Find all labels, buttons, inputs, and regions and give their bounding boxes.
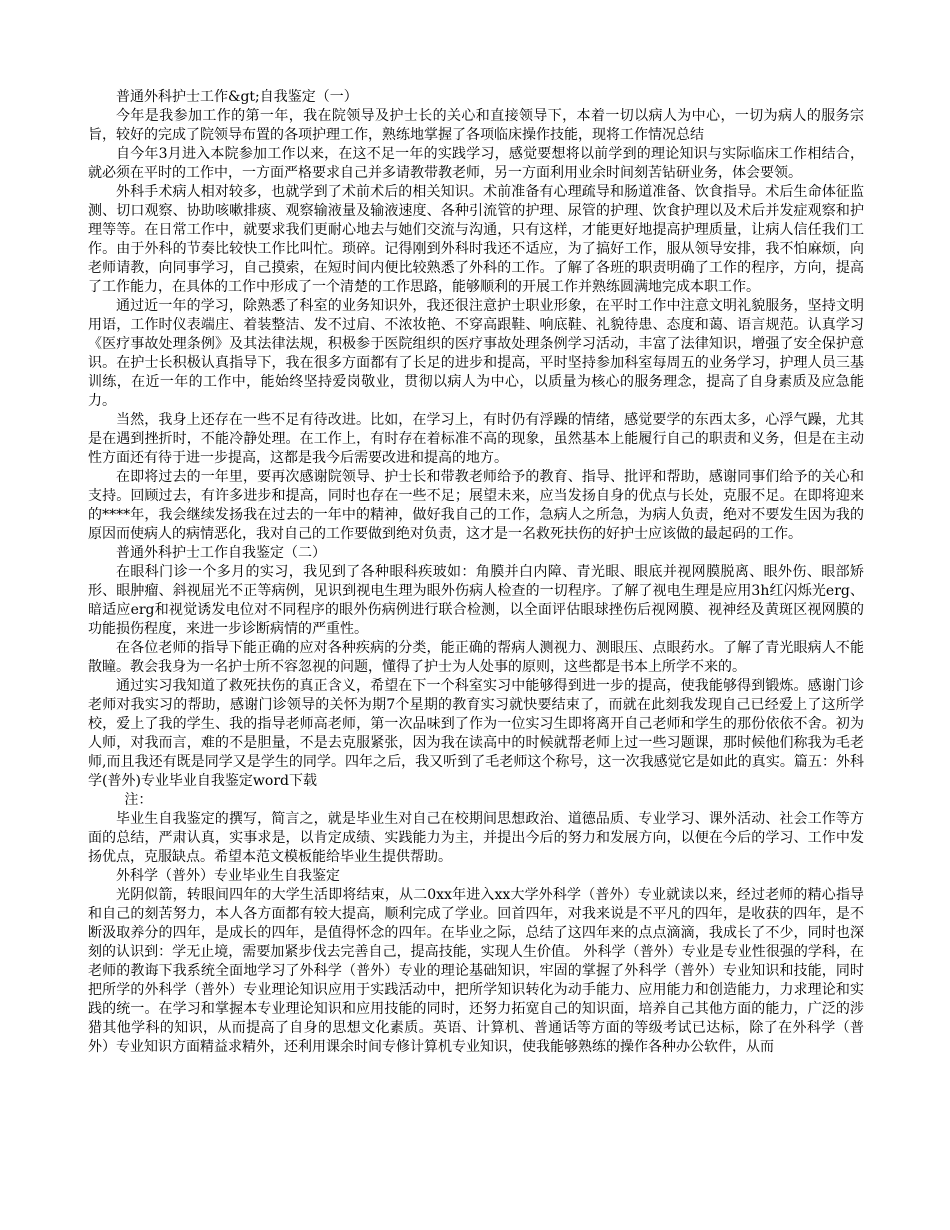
document-body: [88, 88, 864, 1057]
paragraph: 今年是我参加工作的第一年，我在院领导及护士长的关心和直接领导下，本着一切以病人为中心，一切为病人的服务宗旨，较好的完成了院领导布置的各项护理工作，熟练地掌握了各项临床操作技能，现将工作情况总结: [88, 108, 864, 143]
section-heading-3: 外科学（普外）专业毕业生自我鉴定: [116, 868, 340, 884]
note-label: 注：: [124, 792, 153, 808]
paragraph: 在各位老师的指导下能正确的应对各种疾病的分类，能正确的帮病人测视力、测眼压、点眼药水。了解了青光眼病人不能散瞳。教会我身为一名护士所不容忽视的问题，懂得了护士为人处事的原则，这些都是书本上所学不来的。: [88, 640, 864, 675]
paragraph: 当然，我身上还存在一些不足有待改进。比如，在学习上，有时仍有浮躁的情绪，感觉要学的东西太多，心浮气躁，尤其是在遇到挫折时，不能冷静处理。在工作上，有时存在着标准不高的现象，虽然基本上能履行自己的职责和义务，但是在主动性方面还有待于进一步提高，这都是我今后需要改进和提高的地方。: [88, 412, 864, 466]
section-heading-1: 普通外科护士工作&gt;自我鉴定（一）: [116, 89, 358, 105]
paragraph: 在即将过去的一年里，要再次感谢院领导、护士长和带教老师给予的教育、指导、批评和帮助，感谢同事们给予的关心和支持。回顾过去，有许多进步和提高，同时也存在一些不足；展望未来，应当发扬自身的优点与长处，克服不足。在即将迎来的****年，我会继续发扬我在过去的一年中的精神，做好我自己的工作，急病人之所急，为病人负责，绝对不要发生因为我的原因而使病人的病情恶化，我对自己的工作要做到绝对负责，这才是一名救死扶伤的好护士应该做的最起码的工作。: [88, 469, 864, 542]
paragraph: 通过实习我知道了救死扶伤的真正含义，希望在下一个科室实习中能够得到进一步的提高，使我能够得到锻炼。感谢门诊老师对我实习的帮助，感谢门诊领导的关怀为期7个星期的教育实习就快要结束了，而就在此刻我发现自己已经爱上了这所学校，爱上了我的学生、我的指导老师高老师，第一次品味到了作为一位实习生即将离开自己老师和学生的那份依依不舍。初为人师，对我而言，难的不是胆量，不是去克服紧张，因为我在读高中的时候就帮老师上过一些习题课，那时候他们称我为毛老师,而且我还有既是同学又是学生的同学。四年之后，我又听到了毛老师这个称号，这一次我感觉它是如此的真实。篇五：外科学(普外)专业毕业自我鉴定word下载: [88, 678, 864, 789]
paragraph: 光阴似箭，转眼间四年的大学生活即将结束，从二0xx年进入xx大学外科学（普外）专业就读以来，经过老师的精心指导和自己的刻苦努力，本人各方面都有较大提高，顺利完成了学业。回首四年，对我来说是不平凡的四年，是收获的四年，是不断汲取养分的四年，是成长的四年，是值得怀念的四年。在毕业之际，总结了这四年来的点点滴滴，我成长了不少，同时也深刻的认识到：学无止境，需要加紧步伐去完善自己，提高技能，实现人生价值。 外科学（普外）专业是专业性很强的学科，在老师的教诲下我系统全面地学习了外科学（普外）专业的理论基础知识，牢固的掌握了外科学（普外）专业知识和技能，同时把所学的外科学（普外）专业理论知识应用于实践活动中，把所学知识转化为动手能力、应用能力和创造能力，力求理论和实践的统一。在学习和掌握本专业理论知识和应用技能的同时，还努力拓宽自己的知识面，培养自己其他方面的能力，广泛的涉猎其他学科的知识，从而提高了自身的思想文化素质。英语、计算机、普通话等方面的等级考试已达标，除了在外科学（普外）专业知识方面精益求精外，还利用课余时间专修计算机专业知识，使我能够熟练的操作各种办公软件，从而: [88, 887, 864, 1055]
section-heading-2: 普通外科护士工作自我鉴定（二）: [116, 545, 326, 561]
paragraph: 在眼科门诊一个多月的实习，我见到了各种眼科疾玻如：角膜并白内障、青光眼、眼底并视网膜脱离、眼外伤、眼部矫形、眼肿瘤、斜视屈光不正等病例，见识到视电生理为眼外伤病人检查的一切程序。了解了视电生理是应用3h红闪烁光erg、暗适应erg和视觉诱发电位对不同程序的眼外伤病例进行联合检测，以全面评估眼球挫伤后视网膜、视神经及黄斑区视网膜的功能损伤程度，来进一步诊断病情的严重性。: [88, 564, 864, 637]
paragraph: 自今年3月进入本院参加工作以来，在这不足一年的实践学习，感觉要想将以前学到的理论知识与实际临床工作相结合，就必须在平时的工作中，一方面严格要求自己并多请教带教老师，另一方面利用业余时间刻苦钻研业务，体会要领。: [88, 146, 864, 181]
paragraph: 通过近一年的学习，除熟悉了科室的业务知识外，我还很注意护士职业形象，在平时工作中注意文明礼貌服务，坚持文明用语，工作时仪表端庄、着装整洁、发不过肩、不浓妆艳、不穿高跟鞋、响底鞋、礼貌待患、态度和蔼、语言规范。认真学习《医疗事故处理条例》及其法律法规，积极参于医院组织的医疗事故处理条例学习活动，丰富了法律知识，增强了安全保护意识。在护士长积极认真指导下，我在很多方面都有了长足的进步和提高，平时坚持参加科室每周五的业务学习，护理人员三基训练，在近一年的工作中，能始终坚持爱岗敬业，贯彻以病人为中心，以质量为核心的服务理念，提高了自身素质及应急能力。: [88, 298, 864, 409]
paragraph: 外科手术病人相对较多，也就学到了术前术后的相关知识。术前准备有心理疏导和肠道准备、饮食指导。术后生命体征监测、切口观察、协助咳嗽排痰、观察输液量及输液速度、各种引流管的护理、尿管的护理、饮食护理以及术后并发症观察和护理等等。在日常工作中，就要求我们更耐心地去与她们交流与沟通，只有这样，才能更好地提高护理质量，让病人信任我们工作。由于外科的节奏比较快工作比叫忙。琐碎。记得刚到外科时我还不适应，为了搞好工作，服从领导安排，我不怕麻烦，向老师请教，向同事学习，自己摸索，在短时间内便比较熟悉了外科的工作。了解了各班的职责明确了工作的程序，方向，提高了工作能力，在具体的工作中形成了一个清楚的工作思路，能够顺利的开展工作并熟练圆满地完成本职工作。: [88, 184, 864, 295]
paragraph: 毕业生自我鉴定的撰写，简言之，就是毕业生对自己在校期间思想政治、道德品质、专业学习、课外活动、社会工作等方面的总结，严肃认真，实事求是，以肯定成绩、实践能力为主，并提出今后的努力和发展方向，以便在今后的学习、工作中发扬优点，克服缺点。希望本范文模板能给毕业生提供帮助。: [88, 811, 864, 865]
